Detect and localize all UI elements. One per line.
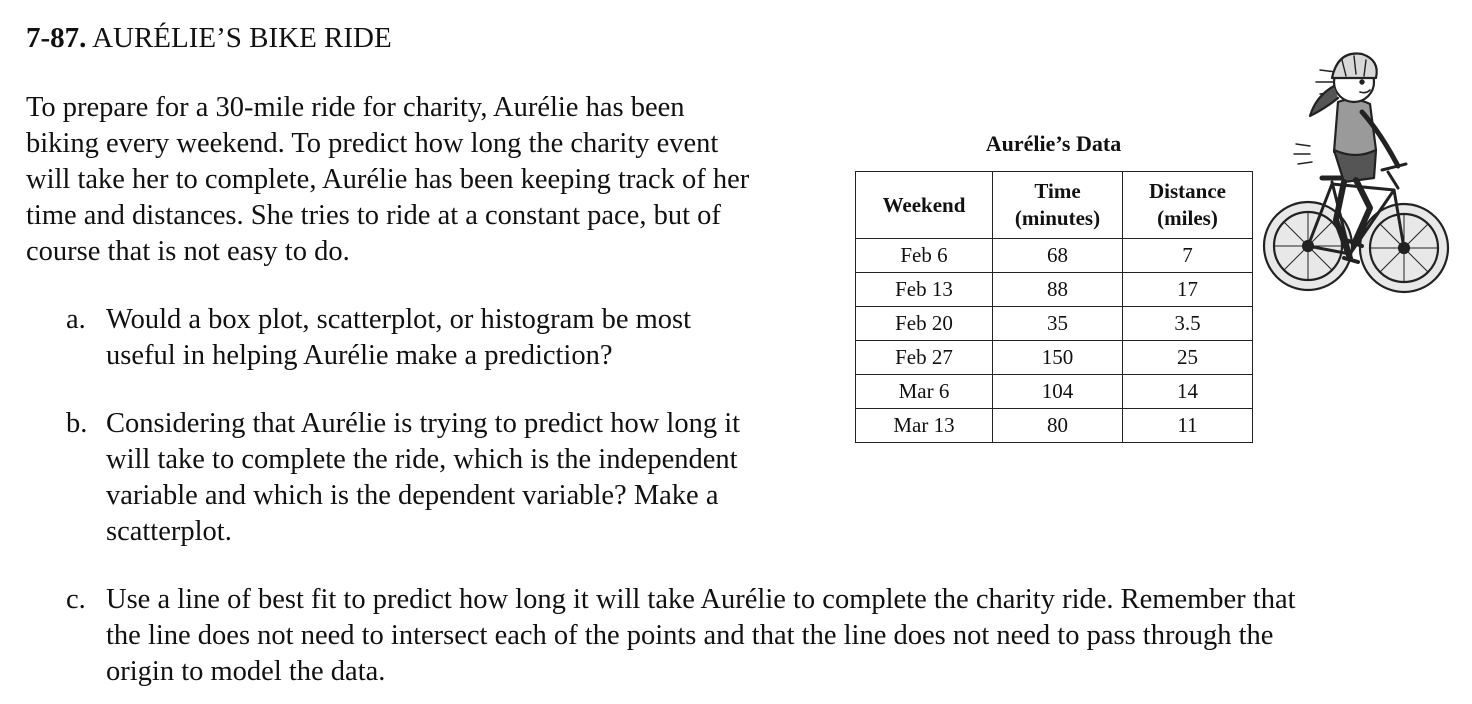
question-line: origin to model the data. [106, 656, 386, 687]
cell-distance: 3.5 [1123, 307, 1253, 341]
problem-title: AURÉLIE’S BIKE RIDE [92, 22, 392, 54]
cell-distance: 11 [1123, 409, 1253, 443]
header-time-unit: (minutes) [1014, 206, 1101, 230]
table-caption: Aurélie’s Data [985, 131, 1122, 156]
cell-time: 68 [993, 239, 1123, 273]
header-weekend-label: Weekend [882, 192, 966, 217]
header-distance-unit: (miles) [1157, 206, 1218, 230]
table-header-row [856, 172, 1253, 239]
header-weekend [856, 172, 993, 239]
cell-time: 88 [993, 273, 1123, 307]
question-line: Use a line of best fit to predict how long it will take Aurélie to complete the charity ride. Remember that [106, 584, 1296, 615]
question-line: variable and which is the dependent variable? Make a [106, 480, 719, 511]
table-row [856, 409, 1253, 443]
cell-distance: 17 [1123, 273, 1253, 307]
question-line: Would a box plot, scatterplot, or histogram be most [106, 304, 692, 335]
cell-weekend: Mar 6 [856, 375, 993, 409]
table-row [856, 239, 1253, 273]
question-line: scatterplot. [106, 516, 232, 547]
table-row [856, 341, 1253, 375]
question-b [66, 406, 740, 550]
intro-line: time and distances. She tries to ride at a constant pace, but of [26, 200, 721, 231]
cell-distance: 25 [1123, 341, 1253, 375]
header-time [993, 172, 1123, 239]
header-time-label: Time [1034, 179, 1081, 203]
table-row [856, 273, 1253, 307]
question-line: useful in helping Aurélie make a prediction? [106, 340, 613, 371]
cell-time: 80 [993, 409, 1123, 443]
cell-time: 104 [993, 375, 1123, 409]
problem-number: 7-87. [26, 22, 87, 54]
cell-time: 150 [993, 341, 1123, 375]
intro-line: To prepare for a 30-mile ride for charity, Aurélie has been [26, 92, 685, 123]
cell-weekend: Feb 13 [856, 273, 993, 307]
question-letter: a. [66, 304, 86, 335]
cell-weekend: Feb 20 [856, 307, 993, 341]
girl-riding-bicycle-icon [1258, 32, 1454, 304]
intro-line: biking every weekend. To predict how long the charity event [26, 128, 719, 159]
table-row [856, 307, 1253, 341]
problem-heading [26, 22, 392, 55]
question-line: will take to complete the ride, which is the independent [106, 444, 738, 475]
cell-weekend: Feb 27 [856, 341, 993, 375]
cell-time: 35 [993, 307, 1123, 341]
question-a [66, 302, 691, 374]
header-distance-label: Distance [1149, 179, 1226, 203]
cell-distance: 14 [1123, 375, 1253, 409]
cell-weekend: Mar 13 [856, 409, 993, 443]
intro-line: course that is not easy to do. [26, 236, 350, 267]
intro-paragraph [26, 90, 856, 270]
header-distance [1123, 172, 1253, 239]
intro-line: will take her to complete, Aurélie has been keeping track of her [26, 164, 750, 195]
question-c [66, 582, 1296, 690]
question-letter: b. [66, 408, 88, 439]
cell-distance: 7 [1123, 239, 1253, 273]
cell-weekend: Feb 6 [856, 239, 993, 273]
question-letter: c. [66, 584, 86, 615]
question-line: Considering that Aurélie is trying to predict how long it [106, 408, 741, 439]
table-row [856, 375, 1253, 409]
question-line: the line does not need to intersect each of the points and that the line does not need to pass through the [106, 620, 1274, 651]
data-table [855, 171, 1253, 443]
